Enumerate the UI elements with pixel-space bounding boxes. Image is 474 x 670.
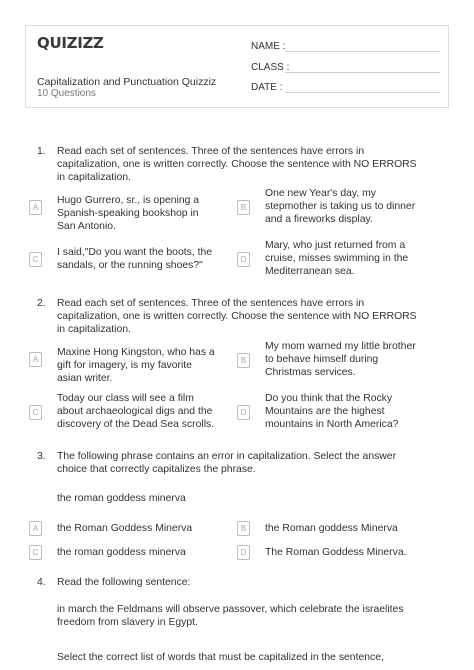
option-text: Mary, who just returned from a cruise, misses swimming in the Mediterranean sea. [265,240,409,277]
question-text: Read the following sentence: [57,577,191,588]
date-label: DATE : [251,82,283,93]
name-line [285,51,440,52]
class-field [251,62,289,73]
option-text: the roman goddess minerva [57,547,186,558]
option-letter-box: C [29,545,42,560]
question-number: 1. [37,146,46,157]
quizizz-logo: QUIZIZZ [37,34,104,52]
option-text: Maxine Hong Kingston, who has a gift for imagery, is my favorite asian writer. [57,347,215,384]
name-field [251,41,285,52]
option-letter-box: A [29,200,42,215]
class-line [285,72,440,73]
question-4-instruction: Select the correct list of words that must be capitalized in the sentence, [57,652,384,663]
question-text: Read each set of sentences. Three of the sentences have errors in capitalization, one is written correctly. Choose the sentence with NO ERRORS in capitalization. [57,298,417,335]
question-text: The following phrase contains an error in capitalization. Select the answer choice that correctly capitalizes the phrase. [57,451,397,475]
option-letter-box: A [29,352,42,367]
question-number: 3. [37,451,46,462]
option-letter-box: D [237,545,250,560]
quiz-title: Capitalization and Punctuation Quizziz [37,76,217,88]
question-number: 2. [37,298,46,309]
option-text: Do you think that the Rocky Mountains are the highest mountains in North America? [265,393,399,430]
name-label: NAME : [251,41,286,52]
question-4-sentence: in march the Feldmans will observe passover, which celebrate the israelites freedom from slavery in Egypt. [57,604,404,628]
option-text: One new Year's day, my stepmother is taking us to dinner and a fireworks display. [265,188,416,225]
option-text: The Roman Goddess Minerva. [265,547,407,558]
option-letter-box: B [237,521,250,536]
option-letter-box: C [29,405,42,420]
date-field [251,82,282,93]
option-text: I said,"Do you want the boots, the sandals, or the running shoes?" [57,247,213,271]
question-number: 4. [37,577,46,588]
option-text: Today our class will see a film about archaeological digs and the discovery of the Dead Sea scrolls. [57,393,215,430]
option-text: the Roman goddess Minerva [265,523,398,534]
quiz-question-count: 10 Questions [37,88,96,99]
option-letter-box: C [29,252,42,267]
question-text: Read each set of sentences. Three of the sentences have errors in capitalization, one is written correctly. Choose the sentence with NO ERRORS in capitalization. [57,146,417,183]
class-label: CLASS : [251,62,290,73]
question-3-phrase: the roman goddess minerva [57,493,186,504]
option-letter-box: B [237,200,250,215]
option-letter-box: A [29,521,42,536]
date-line [285,92,440,93]
option-letter-box: D [237,405,250,420]
option-text: Hugo Gurrero, sr., is opening a Spanish-speaking bookshop in San Antonio. [57,195,200,232]
option-text: the Roman Goddess Minerva [57,523,193,534]
option-letter-box: B [237,353,250,368]
option-text: My mom warned my little brother to behave himself during Christmas services. [265,341,416,378]
option-letter-box: D [237,252,250,267]
